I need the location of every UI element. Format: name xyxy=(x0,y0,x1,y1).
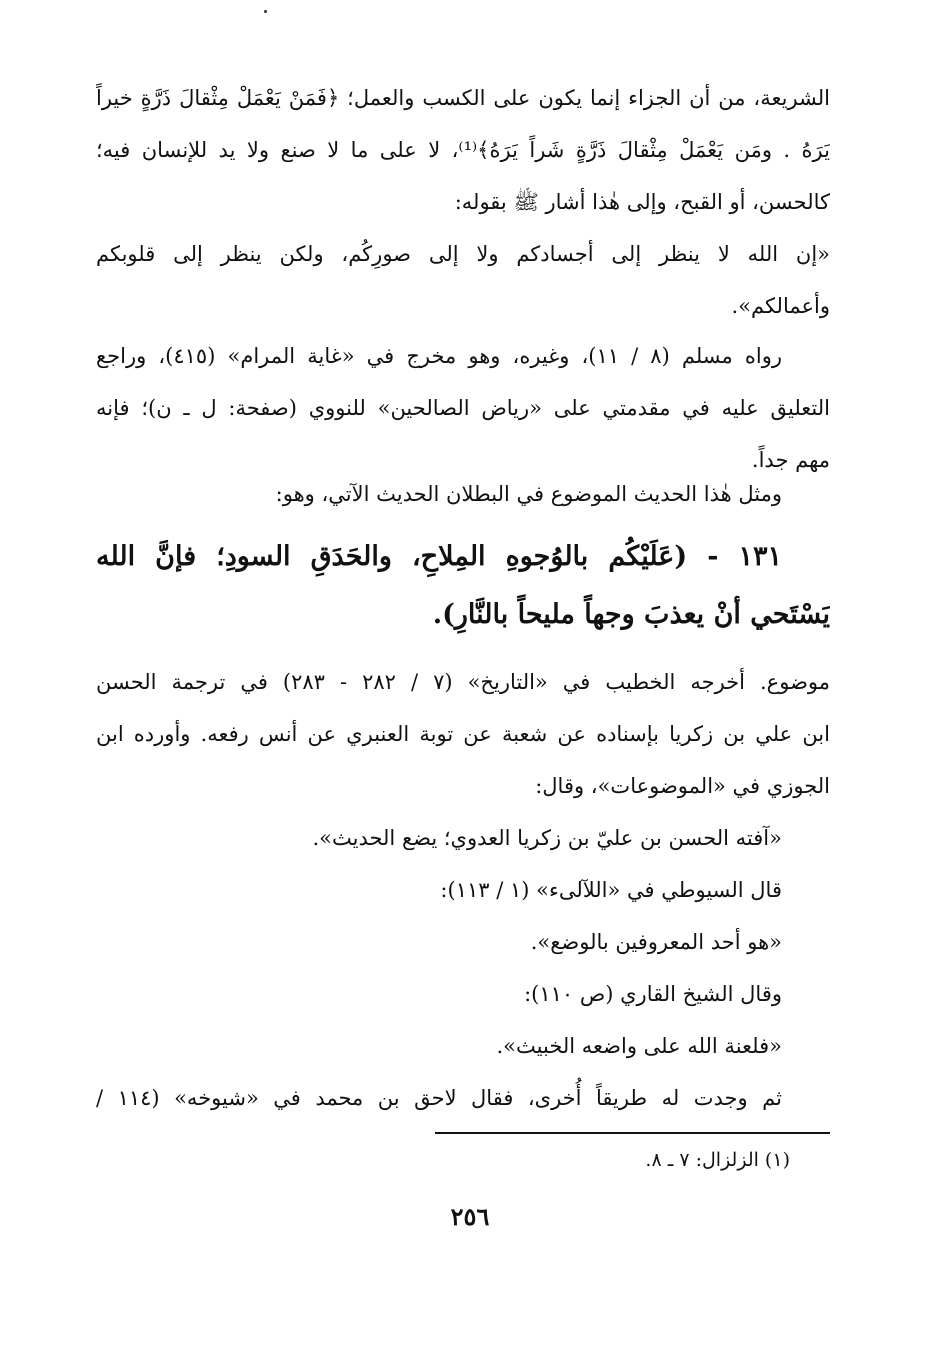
citation-paragraph xyxy=(96,330,830,486)
text-line: التعليق عليه في مقدمتي على «رياض الصالحين» للنووي (صفحة: ل ـ ن)؛ فإنه xyxy=(96,396,830,420)
text-line: «إن الله لا ينظر إلى أجسادكم ولا إلى صورِكُم، ولكن ينظر إلى قلوبكم xyxy=(96,242,830,266)
stray-ink-dot xyxy=(264,10,267,13)
text-line: وقال الشيخ القاري (ص ١١٠): xyxy=(524,982,782,1006)
text-line: «هو أحد المعروفين بالوضع». xyxy=(530,930,782,954)
text-line: وأعمالكم». xyxy=(731,294,830,318)
hadith-131-heading xyxy=(96,528,830,644)
text-line: الشريعة، من أن الجزاء إنما يكون على الكسب والعمل؛ ﴿فَمَنْ يَعْمَلْ مِثْقالَ ذَرَّةٍ خيراً xyxy=(96,86,830,110)
paragraph-intro xyxy=(96,72,830,228)
hadith-quote xyxy=(96,228,830,332)
footnote-separator xyxy=(435,1132,830,1134)
transition-paragraph xyxy=(96,468,830,520)
text-line: قال السيوطي في «اللآلىء» (١ / ١١٣): xyxy=(440,878,782,902)
heading-line: ١٣١ - (عَلَيْكُم بالوُجوهِ المِلاحِ، والحَدَقِ السودِ؛ فإنَّ الله xyxy=(96,541,782,572)
footnote: (١) الزلزال: ٧ ـ ٨. xyxy=(645,1149,790,1171)
text-line: ابن علي بن زكريا بإسناده عن شعبة عن توبة العنبري عن أنس رفعه. وأورده ابن xyxy=(96,722,830,746)
heading-line: يَسْتَحي أنْ يعذبَ وجهاً مليحاً بالنَّارِ). xyxy=(432,599,830,630)
text-line: يَرَهُ . ومَن يَعْمَلْ مِثْقالَ ذَرَّةٍ شَراً يَرَهُ﴾⁽¹⁾، لا على ما لا صنع ولا يد للإنسان فيه؛ xyxy=(96,138,830,162)
text-line: موضوع. أخرجه الخطيب في «التاريخ» (٧ / ٢٨٢ - ٢٨٣) في ترجمة الحسن xyxy=(96,670,830,694)
text-line: مهم جداً. xyxy=(751,448,830,472)
page-number: ٢٥٦ xyxy=(450,1202,490,1231)
text-line: الجوزي في «الموضوعات»، وقال: xyxy=(535,774,830,798)
grading-paragraph xyxy=(96,656,830,812)
text-line: «فلعنة الله على واضعه الخبيث». xyxy=(496,1034,782,1058)
text-line: ومثل هٰذا الحديث الموضوع في البطلان الحديث الآتي، وهو: xyxy=(275,482,782,506)
text-line: كالحسن، أو القبح، وإلى هٰذا أشار ﷺ بقوله: xyxy=(454,190,830,214)
scholar-quotes xyxy=(96,812,830,1124)
text-line: رواه مسلم (٨ / ١١)، وغيره، وهو مخرج في «غاية المرام» (٤١٥)، وراجع xyxy=(96,344,783,368)
text-line: «آفته الحسن بن عليّ بن زكريا العدوي؛ يضع الحديث». xyxy=(312,826,782,850)
text-line: ثم وجدت له طريقاً أُخرى، فقال لاحق بن محمد في «شيوخه» (١١٤ / xyxy=(96,1086,782,1110)
